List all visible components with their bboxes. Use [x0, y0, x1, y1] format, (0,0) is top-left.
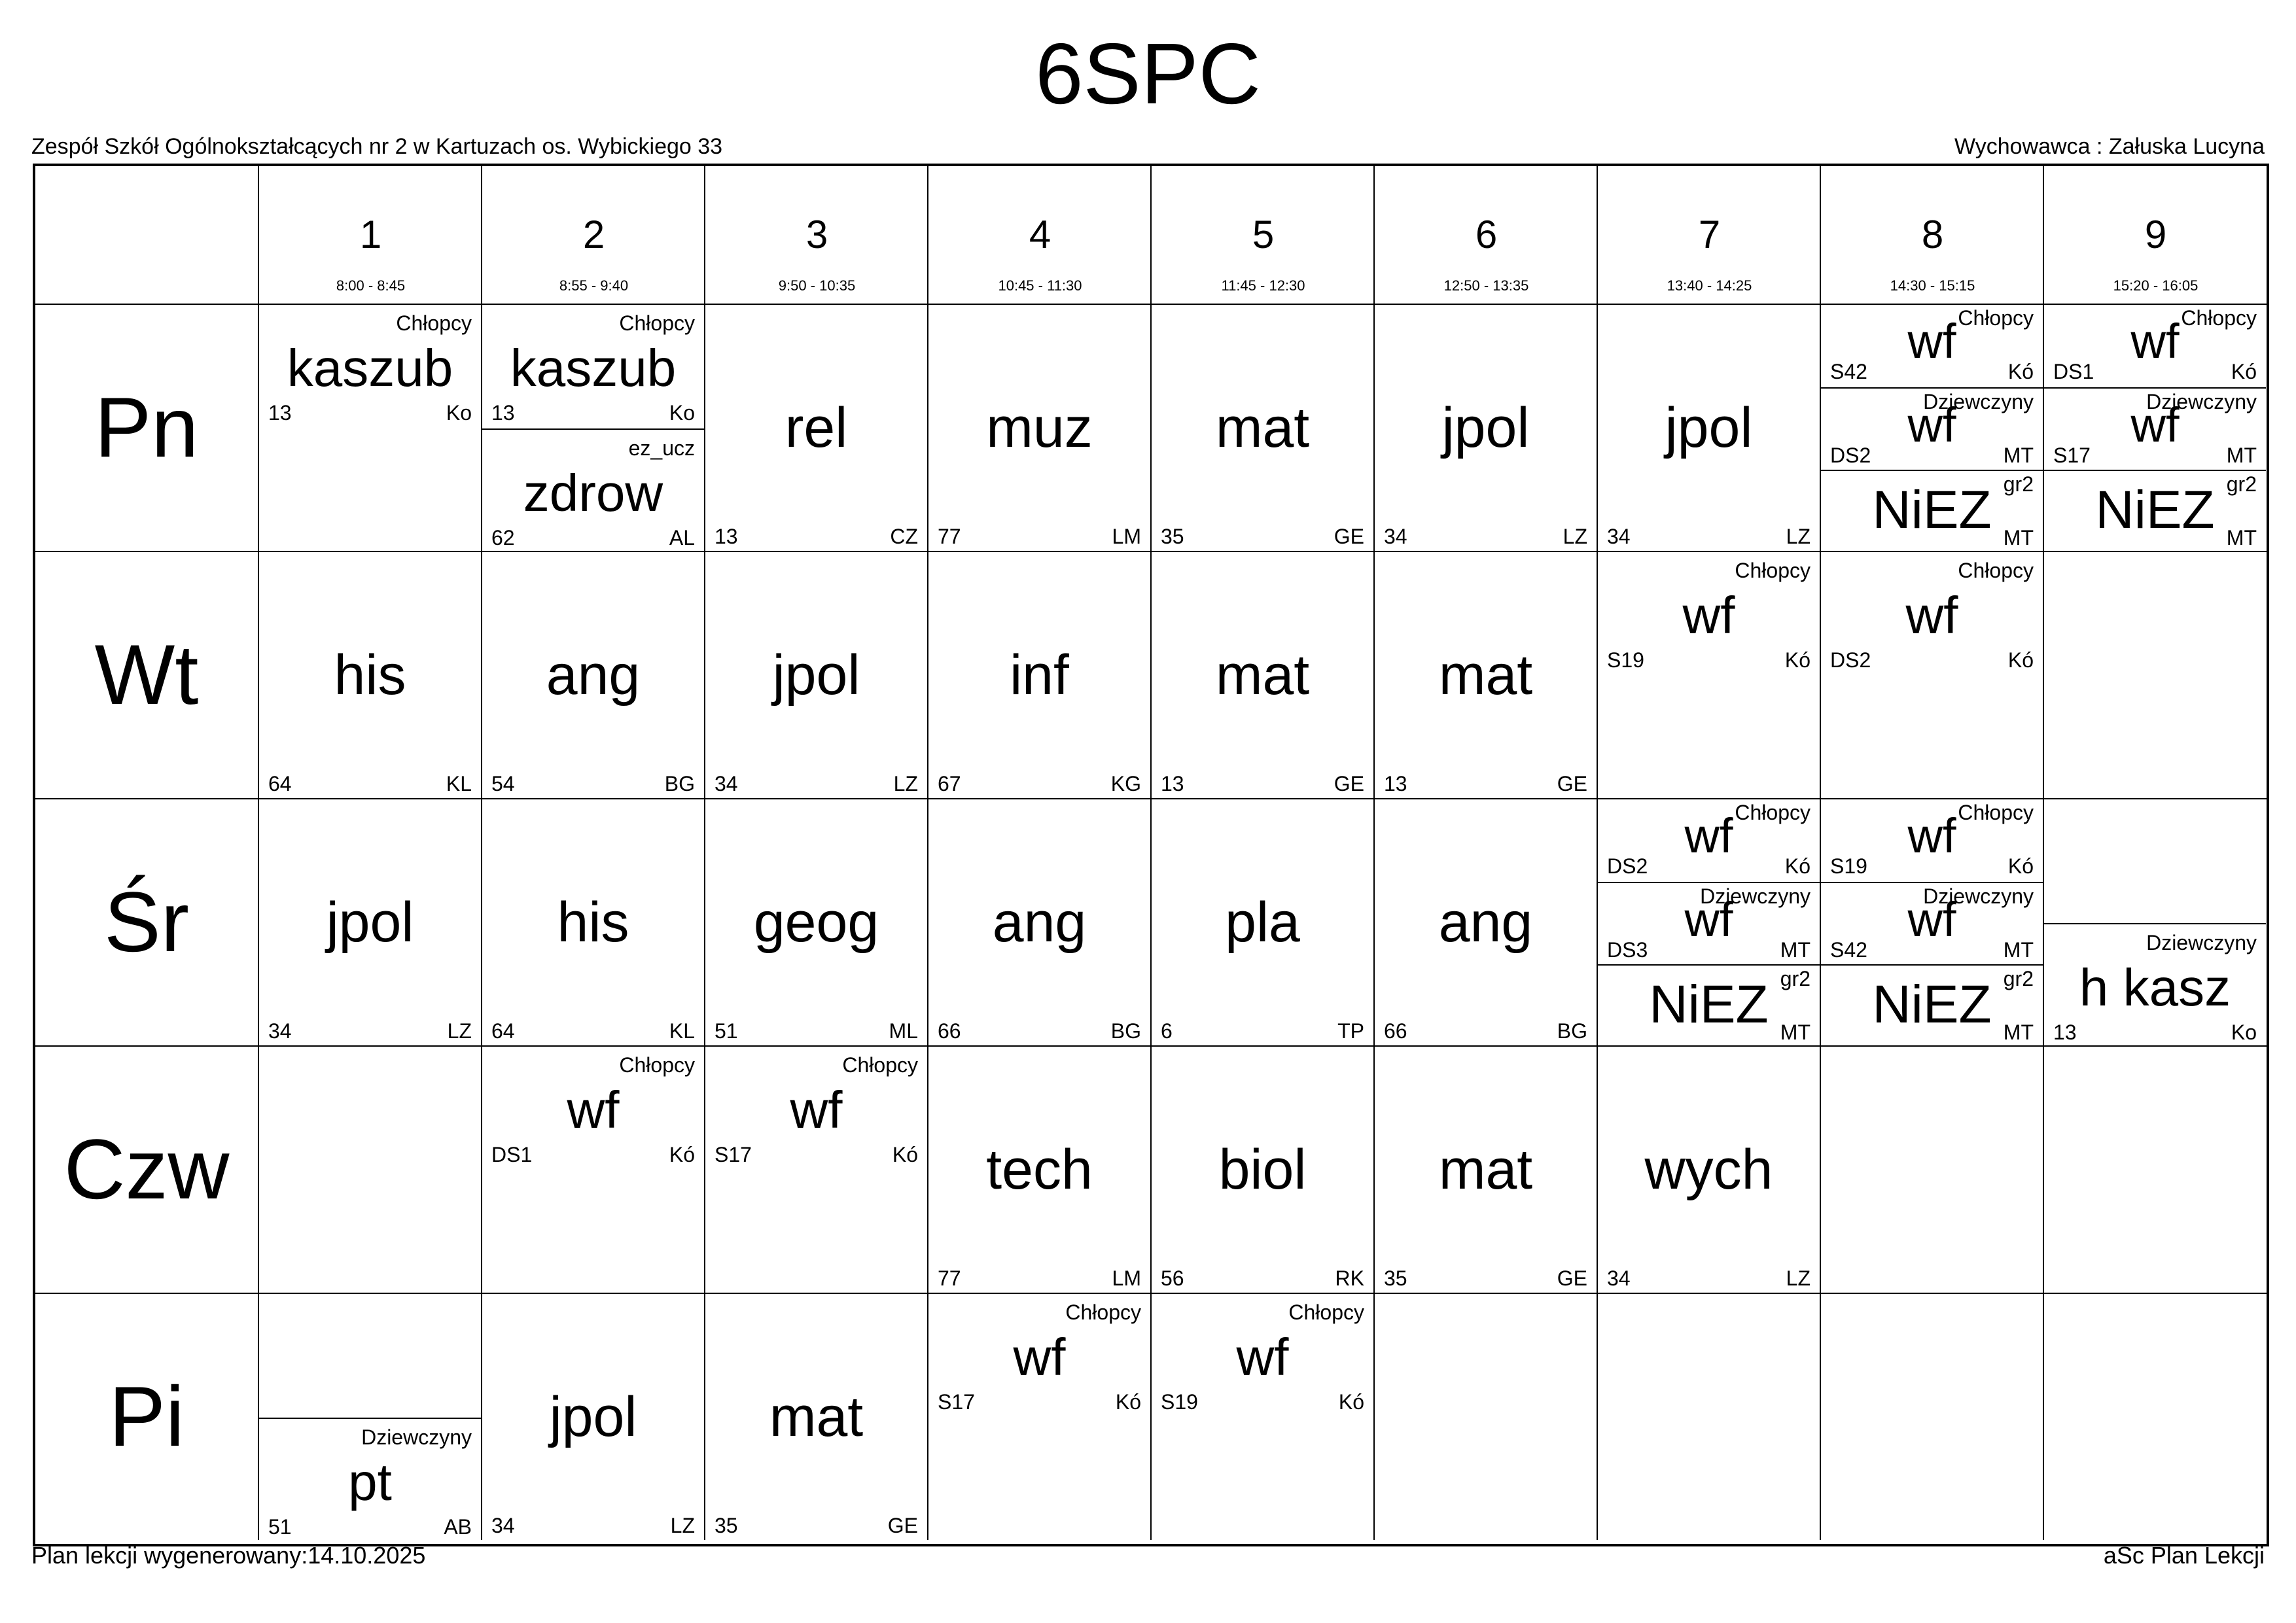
- lesson-cell: [1150, 798, 1373, 1045]
- period-number: 6: [1475, 213, 1498, 256]
- lesson: [1598, 799, 1820, 882]
- lesson-cell: [704, 551, 927, 798]
- school-name: Zespół Szkół Ogólnokształcących nr 2 w Kartuzach os. Wybickiego 33: [31, 134, 723, 159]
- period-time: 8:00 - 8:45: [336, 277, 406, 294]
- teacher-code: AL: [669, 526, 695, 550]
- subject-label: inf: [1010, 644, 1069, 707]
- lesson-cell: [1373, 1045, 1597, 1293]
- lesson: [928, 799, 1150, 1047]
- teacher-code: LZ: [670, 1514, 695, 1537]
- teacher-code: MT: [2226, 444, 2257, 467]
- room-code: DS1: [2053, 360, 2094, 383]
- lesson-cell: [704, 304, 927, 551]
- subject-label: mat: [769, 1386, 864, 1448]
- subject-label: wf: [1907, 314, 1956, 368]
- teacher-code: LM: [1112, 525, 1141, 548]
- period-header: [1820, 166, 2044, 304]
- room-code: 13: [2053, 1021, 2077, 1044]
- lesson: [1375, 552, 1597, 799]
- lesson-cell: [2043, 304, 2266, 551]
- teacher-code: MT: [2003, 1021, 2034, 1044]
- subject-label: jpol: [549, 1386, 637, 1448]
- lesson-cell: [2043, 798, 2266, 1045]
- lesson-cell: [2043, 1045, 2266, 1293]
- lesson: [482, 305, 704, 428]
- period-time: 13:40 - 14:25: [1667, 277, 1752, 294]
- lesson: [1375, 799, 1597, 1047]
- period-number: 8: [1921, 213, 1944, 256]
- lesson-cell: [258, 798, 481, 1045]
- lesson-cell: [704, 798, 927, 1045]
- subject-label: jpol: [1441, 396, 1530, 459]
- lesson-cell: [481, 1293, 704, 1540]
- group-label: Chłopcy: [619, 1053, 695, 1077]
- subject-label: ang: [992, 891, 1087, 954]
- lesson-cell: [927, 551, 1150, 798]
- timetable-grid: [33, 164, 2269, 1546]
- subject-label: wf: [1684, 809, 1733, 863]
- teacher-code: AB: [444, 1515, 472, 1539]
- subject-label: NiEZ: [1872, 975, 1992, 1034]
- lesson: [1598, 1047, 1820, 1294]
- lesson-cell: [1820, 551, 2043, 798]
- lesson-cell: [1820, 304, 2043, 551]
- room-code: S17: [715, 1143, 752, 1166]
- room-code: S19: [1607, 648, 1644, 672]
- subject-label: NiEZ: [1649, 975, 1769, 1034]
- room-code: 77: [938, 1266, 961, 1290]
- subject-label: zdrow: [523, 464, 663, 522]
- room-code: 34: [1607, 1266, 1631, 1290]
- lesson: [928, 552, 1150, 799]
- lesson: [259, 799, 481, 1047]
- lesson-cell: [1373, 798, 1597, 1045]
- lesson-cell: [1820, 1293, 2043, 1540]
- subject-label: wf: [1684, 892, 1733, 947]
- teacher-code: Ko: [446, 401, 472, 425]
- room-code: 34: [268, 1019, 292, 1043]
- room-code: DS1: [491, 1143, 533, 1166]
- generator-brand: aSc Plan Lekcji: [2103, 1542, 2265, 1569]
- lesson: [1598, 882, 1820, 964]
- subject-label: his: [557, 891, 629, 954]
- room-code: 64: [491, 1019, 515, 1043]
- subject-label: jpol: [326, 891, 414, 954]
- period-time: 14:30 - 15:15: [1890, 277, 1975, 294]
- subject-label: jpol: [1665, 396, 1753, 459]
- lesson-cell: [1597, 1293, 1820, 1540]
- group-label: Chłopcy: [1958, 559, 2034, 582]
- lesson-cell: [1373, 551, 1597, 798]
- teacher-code: MT: [1780, 1021, 1810, 1044]
- period-header: [258, 166, 482, 304]
- lesson: [259, 1418, 481, 1541]
- teacher-code: Kó: [1784, 648, 1810, 672]
- lesson: [2044, 470, 2266, 552]
- lesson-cell: [1820, 798, 2043, 1045]
- room-code: 13: [491, 401, 515, 425]
- room-code: S19: [1161, 1390, 1198, 1414]
- group-label: Dziewczyny: [2146, 931, 2257, 954]
- period-header: [1373, 166, 1598, 304]
- teacher-code: BG: [664, 772, 695, 795]
- subject-label: pt: [348, 1453, 392, 1511]
- lesson: [705, 552, 927, 799]
- teacher-code: Kó: [2231, 360, 2257, 383]
- lesson: [1598, 552, 1820, 676]
- teacher-code: Kó: [1115, 1390, 1141, 1414]
- teacher-code: LZ: [1786, 525, 1810, 548]
- lesson: [705, 1047, 927, 1170]
- lesson-cell: [1597, 798, 1820, 1045]
- teacher-code: LZ: [1563, 525, 1587, 548]
- lesson: [1152, 1294, 1373, 1418]
- period-number: 3: [805, 213, 828, 256]
- group-label: gr2: [2003, 472, 2034, 496]
- subject-label: NiEZ: [2095, 480, 2215, 540]
- teacher-code: BG: [1557, 1019, 1587, 1043]
- room-code: S17: [2053, 444, 2091, 467]
- lesson: [928, 305, 1150, 552]
- period-number: 2: [582, 213, 605, 256]
- group-label: Chłopcy: [1958, 801, 2034, 824]
- lesson: [1821, 305, 2043, 387]
- period-header: [481, 166, 705, 304]
- lesson-cell: [927, 1293, 1150, 1540]
- lesson-cell: [2043, 551, 2266, 798]
- group-label: Dziewczyny: [1700, 884, 1810, 908]
- room-code: 34: [715, 772, 738, 795]
- lesson-cell: [1373, 304, 1597, 551]
- room-code: 51: [268, 1515, 292, 1539]
- subject-label: h kasz: [2079, 958, 2231, 1017]
- lesson: [928, 1294, 1150, 1418]
- subject-label: muz: [986, 396, 1093, 459]
- lesson: [2044, 923, 2266, 1047]
- period-number: 9: [2144, 213, 2167, 256]
- teacher-code: Ko: [669, 401, 695, 425]
- teacher-code: GE: [887, 1514, 918, 1537]
- lesson: [1821, 387, 2043, 470]
- teacher-code: MT: [2003, 444, 2034, 467]
- subject-label: wf: [1907, 398, 1956, 452]
- room-code: 6: [1161, 1019, 1173, 1043]
- teacher-code: Kó: [2007, 360, 2034, 383]
- lesson-cell: [2043, 1293, 2266, 1540]
- room-code: 35: [1161, 525, 1184, 548]
- group-label: Chłopcy: [396, 311, 472, 335]
- teacher-code: MT: [2003, 938, 2034, 962]
- group-label: Chłopcy: [1735, 801, 1810, 824]
- subject-label: wf: [567, 1081, 620, 1139]
- lesson-cell: [481, 551, 704, 798]
- day-label: Czw: [63, 1121, 230, 1217]
- room-code: 35: [1384, 1266, 1407, 1290]
- group-label: Chłopcy: [1958, 306, 2034, 330]
- lesson: [2044, 387, 2266, 470]
- teacher-code: MT: [2226, 526, 2257, 550]
- group-label: gr2: [2226, 472, 2257, 496]
- lesson-cell: [1597, 304, 1820, 551]
- subject-label: wf: [1907, 892, 1956, 947]
- teacher-code: MT: [1780, 938, 1810, 962]
- lesson: [1821, 552, 2043, 676]
- subject-label: wf: [2130, 398, 2180, 452]
- subject-label: ang: [546, 644, 641, 707]
- lesson-cell: [481, 304, 704, 551]
- lesson: [1598, 305, 1820, 552]
- lesson: [1821, 882, 2043, 964]
- room-code: S19: [1830, 854, 1867, 878]
- room-code: 54: [491, 772, 515, 795]
- subject-label: wf: [2130, 314, 2180, 368]
- room-code: S42: [1830, 360, 1867, 383]
- period-time: 12:50 - 13:35: [1443, 277, 1529, 294]
- subject-label: wf: [1013, 1328, 1066, 1386]
- teacher-code: MT: [2003, 526, 2034, 550]
- lesson: [1152, 799, 1373, 1047]
- homeroom-teacher: Wychowawca : Załuska Lucyna: [1954, 134, 2265, 159]
- room-code: 35: [715, 1514, 738, 1537]
- lesson: [1821, 964, 2043, 1047]
- lesson-cell: [1150, 1045, 1373, 1293]
- lesson: [1152, 305, 1373, 552]
- lesson-cell: [481, 798, 704, 1045]
- lesson: [705, 799, 927, 1047]
- teacher-code: Kó: [1338, 1390, 1364, 1414]
- room-code: DS2: [1607, 854, 1648, 878]
- lesson: [482, 1294, 704, 1541]
- subject-label: wf: [790, 1081, 843, 1139]
- lesson: [1821, 799, 2043, 882]
- period-time: 11:45 - 12:30: [1221, 277, 1305, 294]
- period-time: 8:55 - 9:40: [559, 277, 629, 294]
- teacher-code: KL: [669, 1019, 695, 1043]
- subject-label: wf: [1905, 586, 1958, 644]
- lesson-cell: [1150, 551, 1373, 798]
- teacher-code: Ko: [2231, 1021, 2257, 1044]
- room-code: S42: [1830, 938, 1867, 962]
- teacher-code: Kó: [2007, 648, 2034, 672]
- group-label: Dziewczyny: [361, 1425, 472, 1449]
- lesson-cell: [1820, 1045, 2043, 1293]
- lesson: [705, 1294, 927, 1541]
- room-code: 67: [938, 772, 961, 795]
- lesson: [1598, 964, 1820, 1047]
- generated-date: Plan lekcji wygenerowany:14.10.2025: [31, 1542, 426, 1569]
- lesson-cell: [927, 798, 1150, 1045]
- teacher-code: Kó: [892, 1143, 918, 1166]
- teacher-code: LZ: [1786, 1266, 1810, 1290]
- subject-label: mat: [1215, 396, 1310, 459]
- period-number: 1: [359, 213, 382, 256]
- group-label: Dziewczyny: [2146, 390, 2257, 413]
- period-number: 7: [1698, 213, 1721, 256]
- room-code: DS2: [1830, 648, 1871, 672]
- teacher-code: ML: [889, 1019, 918, 1043]
- room-code: S17: [938, 1390, 975, 1414]
- room-code: 34: [491, 1514, 515, 1537]
- lesson-cell: [1373, 1293, 1597, 1540]
- subject-label: tech: [986, 1138, 1093, 1201]
- lesson: [1821, 470, 2043, 552]
- room-code: 77: [938, 525, 961, 548]
- group-label: gr2: [1780, 967, 1810, 990]
- subject-label: mat: [1215, 644, 1310, 707]
- group-label: Chłopcy: [1065, 1300, 1141, 1324]
- period-time: 9:50 - 10:35: [778, 277, 856, 294]
- period-header: [704, 166, 928, 304]
- period-time: 10:45 - 11:30: [998, 277, 1082, 294]
- day-label: Wt: [94, 627, 199, 722]
- teacher-code: LM: [1112, 1266, 1141, 1290]
- lesson: [1152, 1047, 1373, 1294]
- day-label: Pn: [94, 379, 199, 475]
- lesson: [482, 552, 704, 799]
- teacher-code: RK: [1335, 1266, 1364, 1290]
- subject-label: ang: [1438, 891, 1533, 954]
- group-label: Chłopcy: [842, 1053, 918, 1077]
- subject-label: his: [334, 644, 406, 707]
- subject-label: kaszub: [510, 339, 677, 397]
- lesson-cell: [258, 551, 481, 798]
- period-header: [1150, 166, 1375, 304]
- lesson: [1375, 305, 1597, 552]
- lesson: [1375, 1047, 1597, 1294]
- room-code: 13: [268, 401, 292, 425]
- group-label: Dziewczyny: [1923, 884, 2034, 908]
- lesson: [482, 428, 704, 552]
- room-code: 62: [491, 526, 515, 550]
- teacher-code: BG: [1110, 1019, 1141, 1043]
- teacher-code: GE: [1557, 772, 1587, 795]
- subject-label: jpol: [772, 644, 860, 707]
- subject-label: biol: [1218, 1138, 1307, 1201]
- room-code: 34: [1384, 525, 1407, 548]
- room-code: 64: [268, 772, 292, 795]
- group-label: Chłopcy: [2181, 306, 2257, 330]
- room-code: DS2: [1830, 444, 1871, 467]
- lesson: [928, 1047, 1150, 1294]
- group-label: Chłopcy: [619, 311, 695, 335]
- group-label: gr2: [2003, 967, 2034, 990]
- subject-label: geog: [753, 891, 879, 954]
- lesson: [705, 305, 927, 552]
- lesson: [2044, 305, 2266, 387]
- day-label: Pi: [109, 1369, 185, 1464]
- teacher-code: KG: [1110, 772, 1141, 795]
- teacher-code: CZ: [890, 525, 918, 548]
- teacher-code: TP: [1337, 1019, 1364, 1043]
- lesson-cell: [258, 304, 481, 551]
- subject-label: rel: [785, 396, 848, 459]
- period-number: 4: [1029, 213, 1051, 256]
- lesson-cell: [1597, 1045, 1820, 1293]
- room-code: 34: [1607, 525, 1631, 548]
- room-code: DS3: [1607, 938, 1648, 962]
- lesson-cell: [1150, 304, 1373, 551]
- group-label: Dziewczyny: [1923, 390, 2034, 413]
- group-label: Chłopcy: [1288, 1300, 1364, 1324]
- room-code: 51: [715, 1019, 738, 1043]
- day-label: Śr: [104, 874, 189, 969]
- lesson-cell: [704, 1045, 927, 1293]
- lesson-cell: [258, 1293, 481, 1540]
- teacher-code: KL: [446, 772, 472, 795]
- class-title: 6SPC: [1035, 26, 1261, 122]
- lesson-cell: [481, 1045, 704, 1293]
- subject-label: wf: [1907, 809, 1956, 863]
- lesson: [1152, 552, 1373, 799]
- teacher-code: Kó: [669, 1143, 695, 1166]
- lesson-cell: [927, 304, 1150, 551]
- subject-label: wych: [1644, 1138, 1773, 1201]
- subject-label: wf: [1236, 1328, 1289, 1386]
- subject-label: mat: [1438, 1138, 1533, 1201]
- subject-label: pla: [1225, 891, 1300, 954]
- room-code: 13: [1384, 772, 1407, 795]
- subject-label: wf: [1682, 586, 1735, 644]
- period-number: 5: [1252, 213, 1275, 256]
- subject-label: kaszub: [287, 339, 453, 397]
- lesson-cell: [1597, 551, 1820, 798]
- lesson-cell: [1150, 1293, 1373, 1540]
- room-code: 66: [938, 1019, 961, 1043]
- period-header: [927, 166, 1152, 304]
- subject-label: NiEZ: [1872, 480, 1992, 540]
- teacher-code: LZ: [893, 772, 918, 795]
- lesson: [482, 1047, 704, 1170]
- teacher-code: Kó: [2007, 854, 2034, 878]
- period-time: 15:20 - 16:05: [2113, 277, 2199, 294]
- lesson: [482, 799, 704, 1047]
- teacher-code: LZ: [447, 1019, 472, 1043]
- period-header: [1597, 166, 1821, 304]
- lesson-cell: [927, 1045, 1150, 1293]
- room-code: 13: [1161, 772, 1184, 795]
- teacher-code: GE: [1333, 772, 1364, 795]
- room-code: 66: [1384, 1019, 1407, 1043]
- room-code: 56: [1161, 1266, 1184, 1290]
- teacher-code: Kó: [1784, 854, 1810, 878]
- lesson-cell: [704, 1293, 927, 1540]
- lesson-cell: [258, 1045, 481, 1293]
- lesson: [259, 305, 481, 428]
- subject-label: mat: [1438, 644, 1533, 707]
- group-label: ez_ucz: [628, 436, 695, 460]
- room-code: 13: [715, 525, 738, 548]
- teacher-code: GE: [1333, 525, 1364, 548]
- lesson: [259, 552, 481, 799]
- period-header: [2043, 166, 2267, 304]
- teacher-code: GE: [1557, 1266, 1587, 1290]
- group-label: Chłopcy: [1735, 559, 1810, 582]
